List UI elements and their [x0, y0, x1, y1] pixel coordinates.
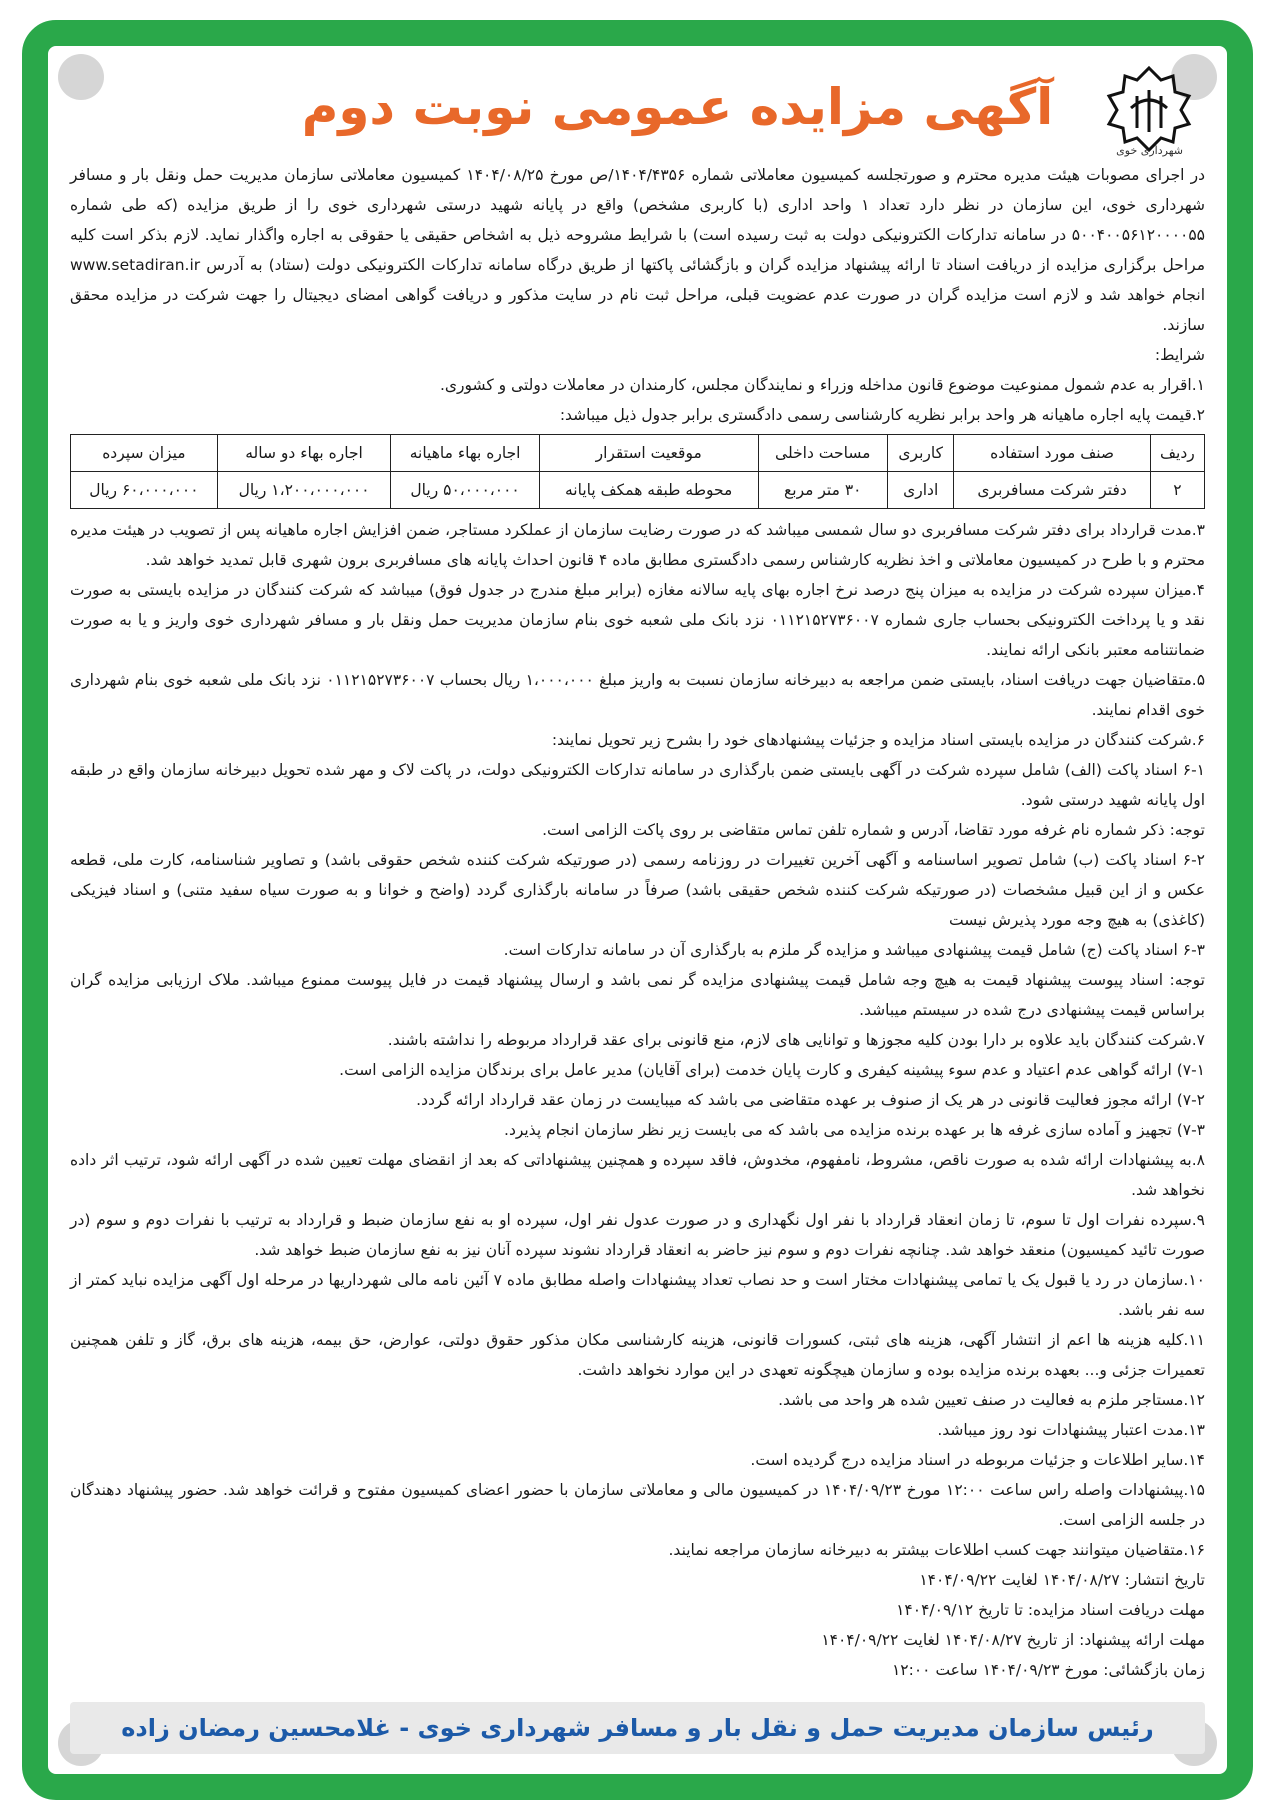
notice-header — [70, 60, 1205, 160]
condition-item: ۶-۲ اسناد پاکت (ب) شامل تصویر اساسنامه و آگهی آخرین تغییرات در روزنامه رسمی (در صورتیکه شرکت کننده شخص حقوقی باشد) و تصاویر شناسنامه، کارت ملی، قطعه عکس و از این قبیل مشخصات (در صورتیکه شرکت کننده شخص حقیقی باشد) صرفاً در سامانه بارگذاری گردد (واضح و خوانا و به صورت سیاه سفید متنی) و اسناد فیزیکی (کاغذی) به هیچ وجه مورد پذیرش نیست — [70, 851, 1205, 929]
table-row — [71, 472, 1205, 509]
table-body — [71, 472, 1205, 509]
condition-item: ۶.شرکت کنندگان در مزایده بایستی اسناد مزایده و جزئیات پیشنهادهای خود را بشرح زیر تحویل نمایند: — [551, 731, 1205, 749]
date-line: مهلت دریافت اسناد مزایده: تا تاریخ ۱۴۰۴/۰۹/۱۲ — [896, 1601, 1205, 1619]
condition-item: ۶-۱ اسناد پاکت (الف) شامل سپرده شرکت در آگهی بایستی ضمن بارگذاری در سامانه تدارکات الکترونیکی دولت، در پاکت لاک و مهر شده تحویل دبیرخانه سازمان واقع در طبقه اول پایانه شهید درستی شود. — [70, 761, 1205, 809]
table-header-cell: ردیف — [1150, 435, 1204, 472]
condition-item: ۱۲.مستاجر ملزم به فعالیت در صنف تعیین شده هر واحد می باشد. — [778, 1391, 1205, 1409]
condition-item: ۱۳.مدت اعتبار پیشنهادات نود روز میباشد. — [937, 1421, 1205, 1439]
table-cell: دفتر شرکت مسافربری — [954, 472, 1150, 509]
condition-item: ۱۱.کلیه هزینه ها اعم از انتشار آگهی، هزینه های ثبتی، کسورات قانونی، هزینه کارشناسی مکان مذکور حقوق دولتی، عوارض، حق بیمه، هزینه های برق، گاز و تلفن همچنین تعمیرات جزئی و... بعهده برنده مزایده بوده و سازمان هیچگونه تعهدی در این موارد نخواهد داشت. — [70, 1331, 1205, 1379]
condition-item: ۱.اقرار به عدم شمول ممنوعیت موضوع قانون مداخله وزراء و نمایندگان مجلس، کارمندان در معاملات دولتی و کشوری. — [439, 376, 1205, 394]
table-cell: ۵۰،۰۰۰،۰۰۰ ریال — [391, 472, 540, 509]
conditions-list-b — [70, 515, 1205, 1565]
condition-item: ۳.مدت قرارداد برای دفتر شرکت مسافربری دو سال شمسی میباشد که در صورت رضایت سازمان از عملکرد مستاجر، ضمن افزایش اجاره ماهیانه پس از تصویب در هیئت مدیره محترم و با طرح در کمیسیون معاملاتی و اخذ نظریه کارشناس رسمی دادگستری مطابق ماده ۴ قانون احداث پایانه های مسافربری برون شهری قابل تمدید خواهد شد. — [70, 521, 1205, 569]
table-header-cell: مساحت داخلی — [758, 435, 887, 472]
condition-item: ۱۵.پیشنهادات واصله راس ساعت ۱۲:۰۰ مورخ ۱۴۰۴/۰۹/۲۳ در کمیسیون مالی و معاملاتی سازمان با حضور اعضای کمیسیون مفتوح و قرائت خواهد شد. حضور پیشنهاد دهندگان در جلسه الزامی است. — [70, 1481, 1205, 1529]
condition-item: ۷-۲) ارائه مجوز فعالیت قانونی در هر یک از صنوف بر عهده متقاضی می باشد که میبایست در زمان عقد قرارداد ارائه گردد. — [416, 1091, 1205, 1109]
signature-footer: رئیس سازمان مدیریت حمل و نقل بار و مسافر شهرداری خوی - غلامحسین رمضان زاده — [70, 1702, 1205, 1754]
table-header-row — [71, 435, 1205, 472]
date-line: زمان بازگشائی: مورخ ۱۴۰۴/۰۹/۲۳ ساعت ۱۲:۰۰ — [891, 1661, 1205, 1679]
condition-item: ۷-۳) تجهیز و آماده سازی غرفه ها بر عهده برنده مزایده می باشد که می بایست زیر نظر سازمان انجام پذیرد. — [504, 1121, 1205, 1139]
date-line: تاریخ انتشار: ۱۴۰۴/۰۸/۲۷ لغایت ۱۴۰۴/۰۹/۲۲ — [919, 1571, 1205, 1589]
table-cell: ۳۰ متر مربع — [758, 472, 887, 509]
condition-item: ۷-۱) ارائه گواهی عدم اعتیاد و عدم سوء پیشینه کیفری و کارت پایان خدمت (برای آقایان) مدیر عامل برای برندگان مزایده الزامی است. — [339, 1061, 1205, 1079]
condition-item: ۵.متقاضیان جهت دریافت اسناد، بایستی ضمن مراجعه به دبیرخانه سازمان نسبت به واریز مبلغ ۱،۰۰۰،۰۰۰ ریال بحساب ۰۱۱۲۱۵۲۷۳۶۰۰۷ نزد بانک ملی شعبه خوی بنام شهرداری خوی اقدام نمایند. — [70, 671, 1206, 719]
table-header-cell: کاربری — [887, 435, 953, 472]
condition-item: ۱۴.سایر اطلاعات و جزئیات مربوطه در اسناد مزایده درج گردیده است. — [750, 1451, 1205, 1469]
table-header-cell: موقعیت استقرار — [539, 435, 758, 472]
condition-item: ۴.میزان سپرده شرکت در مزایده به میزان پنج درصد نرخ اجاره بهای پایه سالانه مغازه (برابر مبلغ مندرج در جدول فوق) میباشد که شرکت کنندگان در مزایده بایستی به صورت نقد و یا پرداخت الکترونیکی بحساب جاری شماره ۰۱۱۲۱۵۲۷۳۶۰۰۷ نزد بانک ملی شعبه خوی بنام سازمان مدیریت حمل ونقل بار و مسافر شهرداری خوی واریز و یا به صورت ضمانتنامه معتبر بانکی ارائه نمایند. — [70, 581, 1205, 659]
table-header-cell: اجاره بهاء ماهیانه — [391, 435, 540, 472]
table-cell: اداری — [887, 472, 953, 509]
condition-item: توجه: اسناد پیوست پیشنهاد قیمت به هیچ وجه شامل قیمت پیشنهادی مزایده گر نمی باشد و ارسال پیشنهاد قیمت در فایل پیوست ممنوع میباشد. ملاک ارزیابی مزایده گران براساس قیمت پیشنهادی درج شده در سیستم میباشد. — [70, 971, 1205, 1019]
table-header-cell: اجاره بهاء دو ساله — [217, 435, 391, 472]
condition-item: ۱۶.متقاضیان میتوانند جهت کسب اطلاعات بیشتر به دبیرخانه سازمان مراجعه نمایند. — [668, 1541, 1205, 1559]
condition-item: ۲.قیمت پایه اجاره ماهیانه هر واحد برابر نظریه کارشناسی رسمی دادگستری برابر جدول ذیل میباشد: — [559, 406, 1205, 424]
intro-paragraph: در اجرای مصوبات هیئت مدیره محترم و صورتجلسه کمیسیون معاملاتی شماره ۱۴۰۴/۴۳۵۶/ص مورخ ۱۴۰۴/۰۸/۲۵ کمیسیون معاملاتی سازمان مدیریت حمل ونقل بار و مسافر شهرداری خوی، این سازمان در نظر دارد تعداد ۱ واحد اداری (با کاربری مشخص) واقع در پایانه شهید درستی شهرداری خوی را از طریق مزایده (که طی شماره ۵۰۰۴۰۰۵۶۱۲۰۰۰۰۵۵ در سامانه تدارکات الکترونیکی دولت به ثبت رسیده است) با شرایط مشروحه ذیل به اشخاص حقیقی یا حقوقی به اجاره واگذار نماید. لازم بذکر است کلیه مراحل برگزاری مزایده از دریافت اسناد تا ارائه پیشنهاد مزایده گران و بازگشائی پاکتها از طریق درگاه سامانه تدارکات الکترونیکی دولت (ستاد) به آدرس www.setadiran.ir انجام خواهد شد و لازم است مزایده گران در صورت عدم عضویت قبلی، مراحل ثبت نام در سایت مذکور و دریافت گواهی امضای دیجیتال را جهت شرکت در مزایده محقق سازند. — [70, 166, 1206, 334]
dates-list — [70, 1565, 1205, 1685]
conditions-list-a — [70, 370, 1205, 430]
notice-title: آگهی مزایده عمومی نوبت دوم — [301, 78, 1054, 136]
table-header-cell: میزان سپرده — [71, 435, 218, 472]
condition-item: ۷.شرکت کنندگان باید علاوه بر دارا بودن کلیه مجوزها و توانایی های لازم، منع قانونی برای عقد قرارداد مربوطه را نداشته باشند. — [387, 1031, 1205, 1049]
table-cell: محوطه طبقه همکف پایانه — [539, 472, 758, 509]
condition-item: توجه: ذکر شماره نام غرفه مورد تقاضا، آدرس و شماره تلفن تماس متقاضی بر روی پاکت الزامی است. — [542, 821, 1205, 839]
table-cell: ۶۰،۰۰۰،۰۰۰ ریال — [71, 472, 218, 509]
condition-item: ۱۰.سازمان در رد یا قبول یک یا تمامی پیشنهادات مختار است و حد نصاب تعداد پیشنهادات واصله مطابق ماده ۷ آئین نامه مالی شهرداریها در مرحله اول آگهی مزایده نباید کمتر از سه نفر باشد. — [70, 1271, 1206, 1319]
table-cell: ۱،۲۰۰،۰۰۰،۰۰۰ ریال — [217, 472, 391, 509]
date-line: مهلت ارائه پیشنهاد: از تاریخ ۱۴۰۴/۰۸/۲۷ لغایت ۱۴۰۴/۰۹/۲۲ — [821, 1631, 1205, 1649]
conditions-title: شرایط: — [1154, 346, 1205, 364]
condition-item: ۶-۳ اسناد پاکت (ج) شامل قیمت پیشنهادی میباشد و مزایده گر ملزم به بارگذاری آن در سامانه تدارکات است. — [503, 941, 1205, 959]
logo-caption: شهرداری خوی — [1116, 144, 1183, 157]
table-header-cell: صنف مورد استفاده — [954, 435, 1150, 472]
table-cell: ۲ — [1150, 472, 1204, 509]
condition-item: ۹.سپرده نفرات اول تا سوم، تا زمان انعقاد قرارداد با نفر اول نگهداری و در صورت عدول نفر اول، سپرده او به نفع سازمان ضبط و قرارداد به ترتیب با نفرات دوم و سوم (در صورت تائید کمیسیون) منعقد خواهد شد. چنانچه نفرات دوم و سوم نیز حاضر به انعقاد قرارداد نشوند سپرده آنان نیز به نفع سازمان ضبط خواهد شد. — [70, 1211, 1205, 1259]
lease-table — [70, 434, 1205, 509]
condition-item: ۸.به پیشنهادات ارائه شده به صورت ناقص، مشروط، نامفهوم، مخدوش، فاقد سپرده و همچنین پیشنهاداتی که بعد از انقضای مهلت تعیین شده در آگهی ارائه شود، ترتیب اثر داده نخواهد شد. — [70, 1151, 1205, 1199]
notice-content — [70, 60, 1205, 1685]
